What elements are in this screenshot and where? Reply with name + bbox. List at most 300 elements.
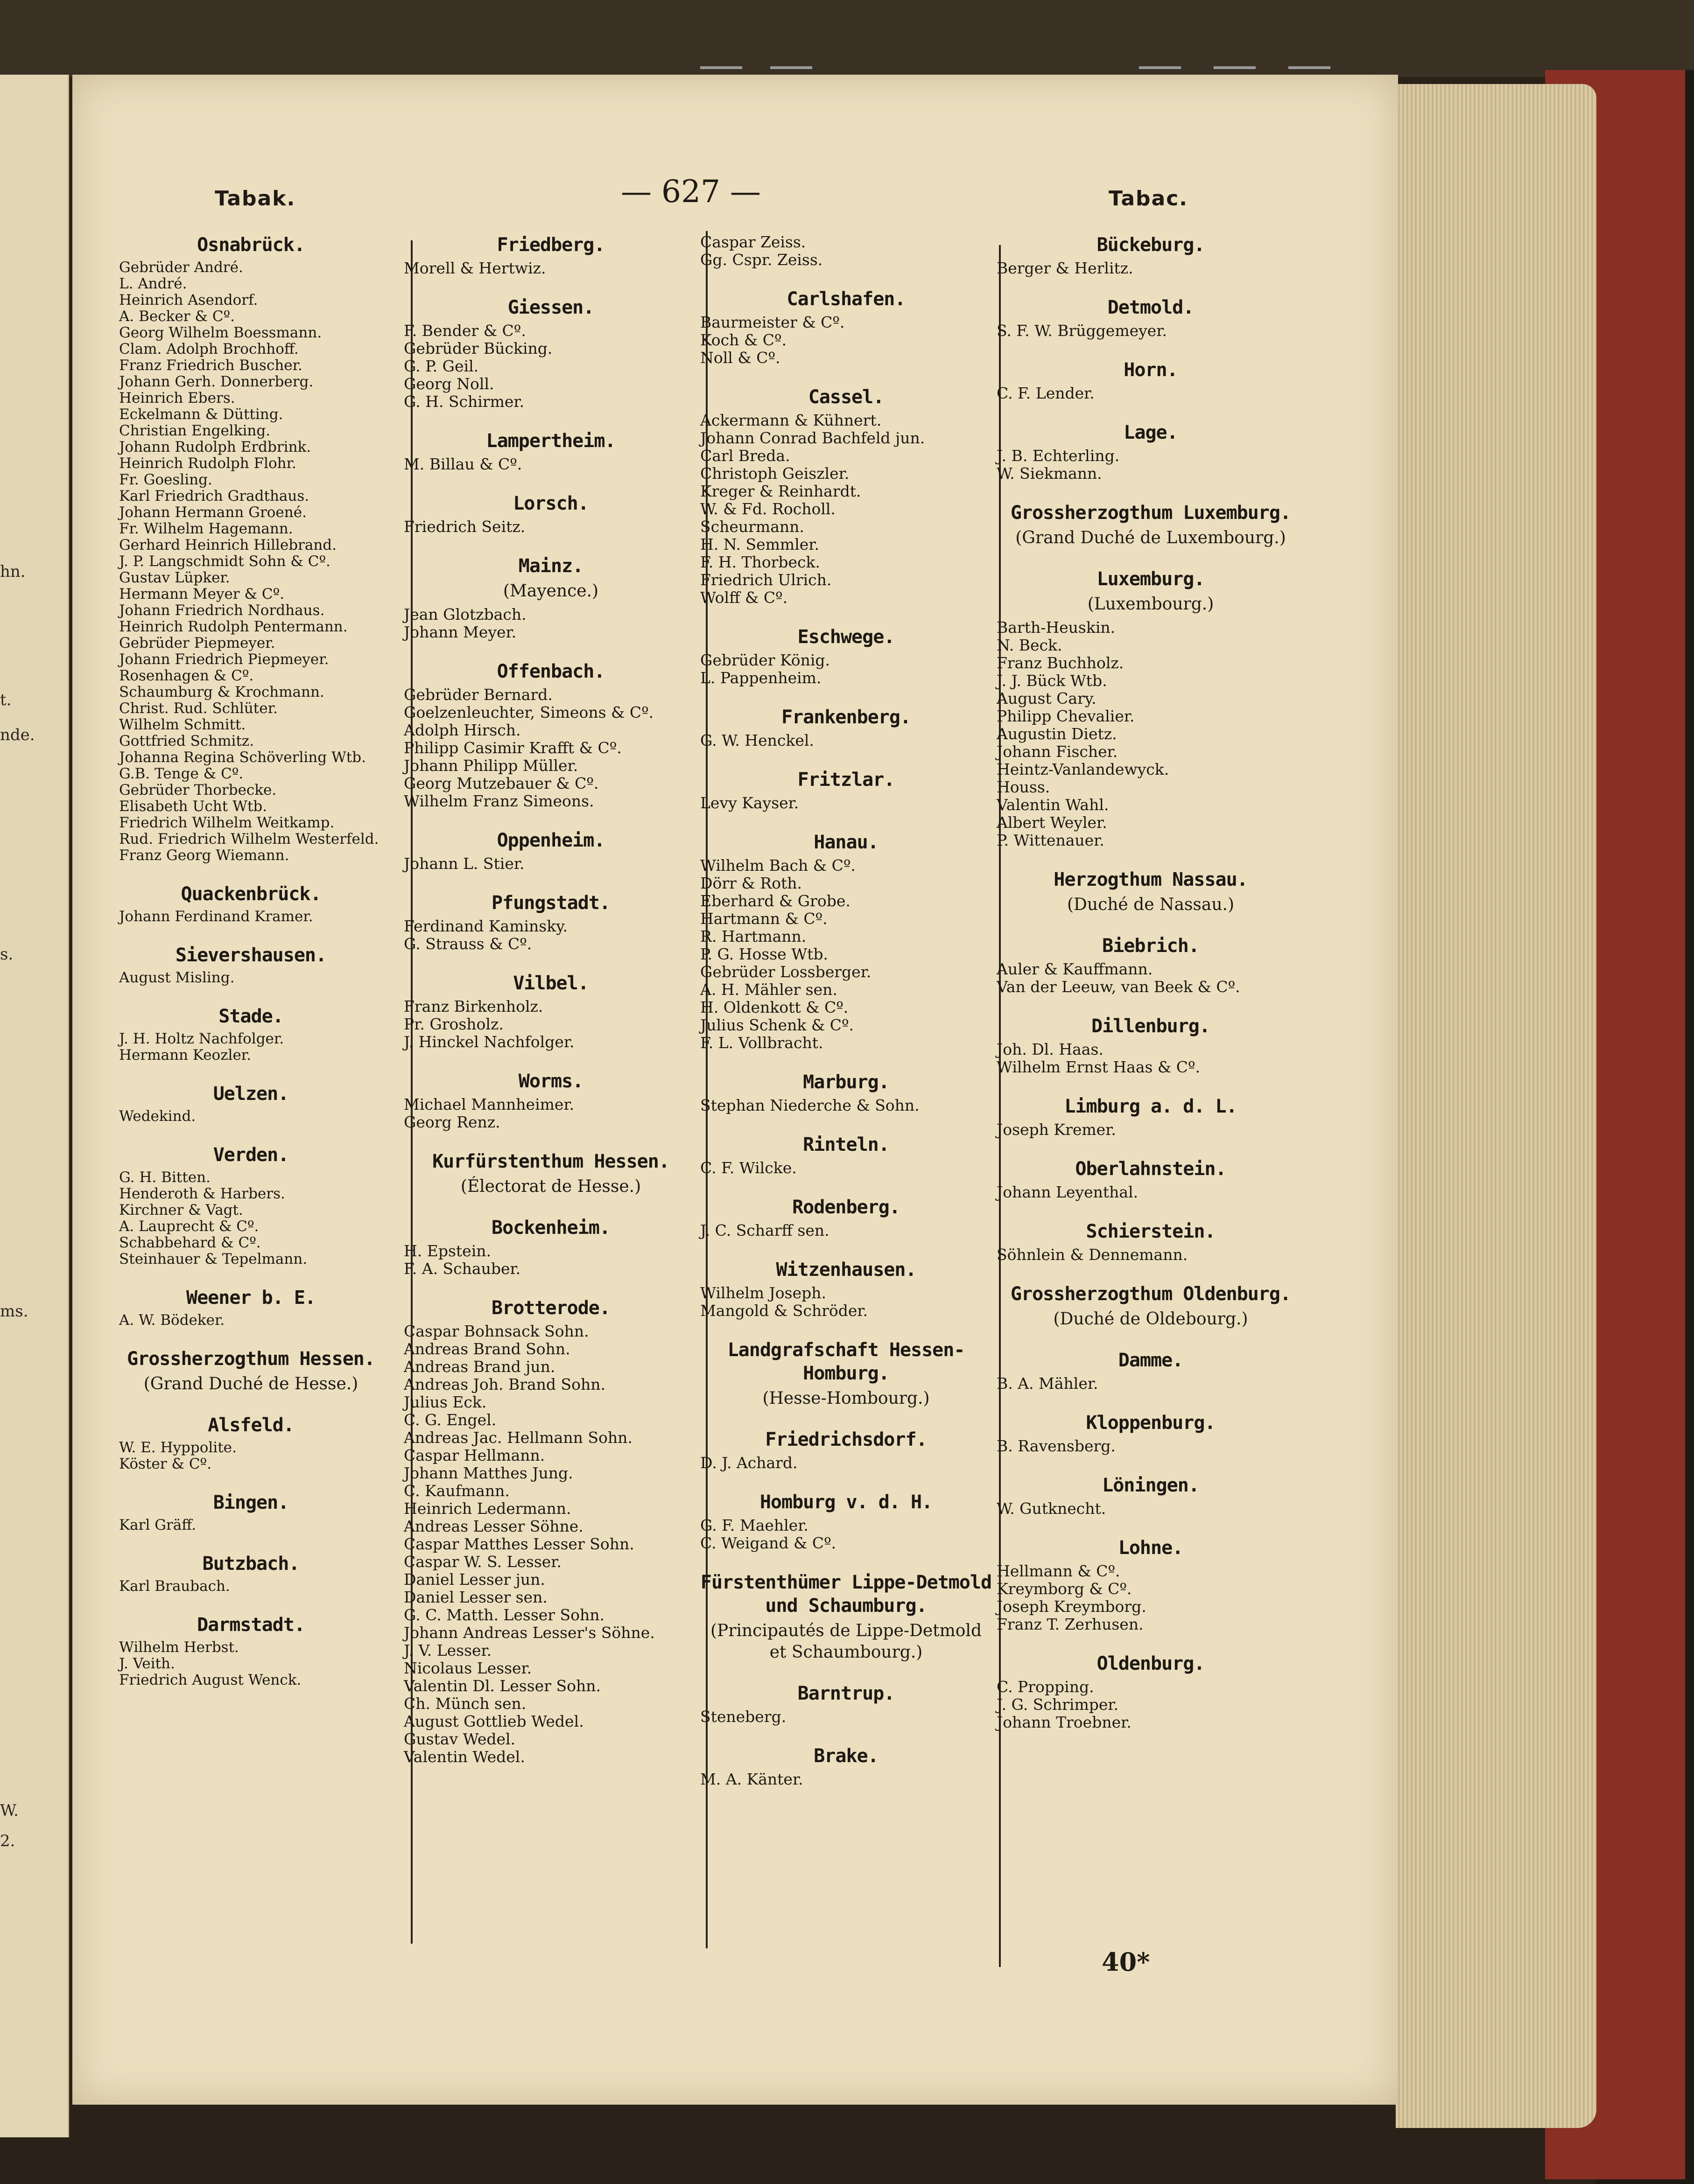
city-heading: Lampertheim. — [486, 430, 616, 452]
merchant-entry: Heinrich Ledermann. — [404, 1499, 571, 1518]
entry-list — [119, 970, 383, 986]
merchant-entry: A. Becker & Cº. — [119, 308, 235, 325]
city-heading: Friedrichsdorf. — [765, 1429, 927, 1450]
city-heading: Weener b. E. — [186, 1287, 316, 1309]
merchant-entry: Johann Matthes Jung. — [404, 1464, 573, 1482]
city-subheading: (Duché de Nassau.) — [1067, 895, 1235, 914]
left-fragment-text: hn. — [0, 562, 26, 581]
merchant-entry: Georg Renz. — [404, 1113, 500, 1131]
merchant-entry: Wilhelm Ernst Haas & Cº. — [997, 1058, 1201, 1076]
merchant-entry: August Misling. — [119, 969, 235, 986]
merchant-entry: Karl Braubach. — [119, 1578, 230, 1595]
city-heading: Darmstadt. — [197, 1614, 305, 1636]
entry-list — [404, 455, 698, 473]
merchant-entry: Johann Conrad Bachfeld jun. — [700, 429, 925, 447]
merchant-entry: H. Oldenkott & Cº. — [700, 998, 849, 1016]
merchant-entry: J. J. Bück Wtb. — [997, 672, 1107, 690]
city-heading: Frankenberg. — [781, 707, 911, 728]
merchant-entry: Levy Kayser. — [700, 794, 799, 812]
city-heading: Hanau. — [814, 832, 879, 853]
merchant-entry: Elisabeth Ucht Wtb. — [119, 798, 267, 815]
merchant-entry: G. Strauss & Cº. — [404, 935, 532, 953]
city-subheading: (Principautés de Lippe-Detmold et Schaumbourg.) — [710, 1621, 982, 1662]
merchant-entry: Johann Meyer. — [404, 623, 517, 641]
merchant-entry: Steinhauer & Tepelmann. — [119, 1251, 308, 1267]
city-heading: Rinteln. — [803, 1134, 889, 1155]
city-heading: Horn. — [1124, 359, 1178, 381]
entry-list — [700, 732, 992, 749]
city-heading: Oppenheim. — [497, 830, 605, 851]
entry-list — [119, 1169, 383, 1267]
merchant-entry: Schabbehard & Cº. — [119, 1234, 261, 1251]
merchant-entry: Caspar Matthes Lesser Sohn. — [404, 1535, 634, 1553]
city-heading: Eschwege. — [797, 626, 895, 648]
merchant-entry: G. P. Geil. — [404, 357, 479, 375]
city-heading: Bückeburg. — [1097, 234, 1205, 256]
merchant-entry: G. C. Matth. Lesser Sohn. — [404, 1606, 605, 1624]
city-heading: Biebrich. — [1102, 935, 1199, 957]
merchant-entry: Hermann Keozler. — [119, 1047, 252, 1064]
merchant-entry: Gustav Lüpker. — [119, 569, 230, 586]
entry-list — [997, 447, 1305, 483]
merchant-entry: J. C. Scharff sen. — [700, 1221, 829, 1239]
merchant-entry: Valentin Wahl. — [997, 796, 1109, 814]
left-fragment-text: t. — [0, 691, 12, 709]
merchant-entry: Johanna Regina Schöverling Wtb. — [119, 749, 366, 766]
merchant-entry: M. Billau & Cº. — [404, 455, 522, 473]
merchant-entry: Andreas Jac. Hellmann Sohn. — [404, 1428, 633, 1447]
merchant-entry: Andreas Brand jun. — [404, 1358, 555, 1376]
merchant-entry: Eckelmann & Dütting. — [119, 406, 283, 423]
merchant-entry: W. Gutknecht. — [997, 1499, 1106, 1518]
merchant-entry: Franz T. Zerhusen. — [997, 1615, 1144, 1633]
city-heading: Bockenheim. — [492, 1217, 610, 1239]
merchant-entry: J. Hinckel Nachfolger. — [404, 1033, 575, 1051]
entry-list — [700, 1517, 992, 1552]
merchant-entry: J. Veith. — [119, 1655, 175, 1672]
merchant-entry: Steneberg. — [700, 1708, 787, 1726]
merchant-entry: C. F. Lender. — [997, 384, 1095, 402]
merchant-entry: F. L. Vollbracht. — [700, 1034, 823, 1052]
left-fragment-text: 2. — [0, 1832, 15, 1850]
running-header-right: Tabac. — [1109, 187, 1188, 210]
city-heading: Marburg. — [803, 1071, 889, 1093]
merchant-entry: Daniel Lesser sen. — [404, 1588, 548, 1606]
entry-list — [997, 1375, 1305, 1393]
merchant-entry: Andreas Lesser Söhne. — [404, 1517, 583, 1535]
merchant-entry: Karl Gräff. — [119, 1517, 197, 1533]
merchant-entry: Johann Leyenthal. — [997, 1183, 1139, 1201]
merchant-entry: F. A. Schauber. — [404, 1260, 521, 1278]
city-subheading: (Grand Duché de Hesse.) — [143, 1374, 358, 1393]
merchant-entry: Adolph Hirsch. — [404, 721, 521, 739]
merchant-entry: Gebrüder Lossberger. — [700, 963, 872, 981]
merchant-entry: Georg Noll. — [404, 375, 494, 393]
merchant-entry: R. Hartmann. — [700, 927, 807, 945]
entry-list — [404, 998, 698, 1051]
merchant-entry: Johann Troebner. — [997, 1713, 1132, 1731]
merchant-entry: Berger & Herlitz. — [997, 259, 1133, 277]
city-heading: Mainz. — [518, 555, 583, 577]
merchant-entry: H. Epstein. — [404, 1242, 491, 1260]
merchant-entry: Johann Fischer. — [997, 742, 1118, 761]
merchant-entry: G. F. Maehler. — [700, 1516, 808, 1534]
entry-list — [404, 322, 698, 411]
merchant-entry: Wilhelm Schmitt. — [119, 716, 246, 733]
merchant-entry: Gg. Cspr. Zeiss. — [700, 251, 823, 269]
merchant-entry: Georg Wilhelm Boessmann. — [119, 324, 322, 341]
entry-list — [997, 1437, 1305, 1455]
merchant-entry: Joh. Dl. Haas. — [997, 1040, 1104, 1058]
directory-column-1 — [119, 233, 383, 1688]
merchant-entry: Heinrich Asendorf. — [119, 292, 258, 308]
city-heading: Brotterode. — [492, 1297, 610, 1319]
entry-list — [404, 259, 698, 277]
merchant-entry: F. H. Thorbeck. — [700, 553, 821, 571]
merchant-entry: Georg Mutzebauer & Cº. — [404, 774, 599, 792]
city-heading: Pfungstadt. — [492, 892, 610, 914]
merchant-entry: Johann Philipp Müller. — [404, 756, 578, 775]
entry-list — [700, 1159, 992, 1177]
merchant-entry: Fr. Wilhelm Hagemann. — [119, 520, 293, 537]
merchant-entry: Friedrich August Wenck. — [119, 1672, 302, 1688]
city-heading: Sievershausen. — [175, 945, 327, 966]
left-fragment-text: W. — [0, 1801, 19, 1820]
merchant-entry: L. André. — [119, 275, 187, 292]
city-heading: Vilbel. — [513, 973, 589, 994]
merchant-entry: Stephan Niederche & Sohn. — [700, 1096, 920, 1114]
merchant-entry: G. H. Bitten. — [119, 1169, 211, 1186]
entry-list — [404, 855, 698, 873]
city-heading: Kloppenburg. — [1086, 1412, 1216, 1434]
city-heading: Lorsch. — [513, 493, 589, 514]
entry-list — [700, 412, 992, 607]
merchant-entry: C. G. Engel. — [404, 1411, 497, 1429]
merchant-entry: Joseph Kremer. — [997, 1120, 1116, 1139]
merchant-entry: Söhnlein & Dennemann. — [997, 1246, 1188, 1264]
merchant-entry: Joseph Kreymborg. — [997, 1597, 1146, 1616]
entry-list — [997, 1246, 1305, 1264]
merchant-entry: Johann L. Stier. — [404, 854, 525, 873]
entry-list — [404, 686, 698, 810]
merchant-entry: Gottfried Schmitz. — [119, 733, 254, 749]
entry-list — [700, 1454, 992, 1472]
page-edges-stack — [1396, 84, 1596, 2128]
merchant-entry: Eberhard & Grobe. — [700, 892, 851, 910]
city-heading: Worms. — [518, 1071, 583, 1092]
merchant-entry: H. N. Semmler. — [700, 535, 819, 553]
merchant-entry: M. A. Känter. — [700, 1770, 803, 1788]
merchant-entry: Baurmeister & Cº. — [700, 313, 845, 331]
city-heading: Offenbach. — [497, 661, 605, 682]
city-heading: Barntrup. — [797, 1683, 895, 1704]
merchant-entry: Heinrich Rudolph Pentermann. — [119, 618, 348, 635]
city-heading: Luxemburg. — [1097, 568, 1205, 590]
merchant-entry: Heintz-Vanlandewyck. — [997, 760, 1169, 778]
merchant-entry: Johann Ferdinand Kramer. — [119, 908, 313, 925]
merchant-entry: C. Propping. — [997, 1678, 1094, 1696]
city-heading: Landgrafschaft Hessen-Homburg. — [727, 1339, 965, 1384]
city-heading: Löningen. — [1102, 1475, 1199, 1496]
merchant-entry: S. F. W. Brüggemeyer. — [997, 322, 1167, 340]
merchant-entry: J. G. Schrimper. — [997, 1695, 1119, 1714]
entry-list — [404, 518, 698, 536]
city-heading: Damme. — [1118, 1350, 1183, 1371]
merchant-entry: Fr. Goesling. — [119, 471, 212, 488]
merchant-entry: Auler & Kauffmann. — [997, 960, 1153, 978]
merchant-entry: Johann Friedrich Nordhaus. — [119, 602, 325, 619]
city-heading: Kurfürstenthum Hessen. — [432, 1151, 669, 1172]
entry-list — [700, 651, 992, 687]
merchant-entry: P. G. Hosse Wtb. — [700, 945, 828, 963]
merchant-entry: W. E. Hyppolite. — [119, 1439, 237, 1456]
merchant-entry: Koch & Cº. — [700, 331, 787, 349]
merchant-entry: Gerhard Heinrich Hillebrand. — [119, 537, 337, 553]
merchant-entry: F. Bender & Cº. — [404, 322, 526, 340]
city-heading: Grossherzogthum Oldenburg. — [1010, 1283, 1291, 1305]
entry-list — [119, 259, 383, 864]
merchant-entry: Andreas Joh. Brand Sohn. — [404, 1375, 605, 1393]
merchant-entry: Carl Breda. — [700, 447, 790, 465]
city-subheading: (Hesse-Hombourg.) — [762, 1389, 930, 1408]
merchant-entry: Augustin Dietz. — [997, 725, 1117, 743]
scan-top-background — [0, 0, 1694, 77]
city-heading: Stade. — [218, 1006, 283, 1027]
city-heading: Homburg v. d. H. — [759, 1491, 933, 1513]
city-heading: Herzogthum Nassau. — [1054, 869, 1248, 890]
merchant-entry: Hermann Meyer & Cº. — [119, 586, 285, 602]
merchant-entry: Heinrich Ebers. — [119, 390, 235, 406]
merchant-entry: Franz Georg Wiemann. — [119, 847, 289, 864]
merchant-entry: Gebrüder König. — [700, 651, 830, 669]
merchant-entry: Kirchner & Vagt. — [119, 1202, 243, 1218]
city-subheading: (Grand Duché de Luxembourg.) — [1015, 528, 1286, 547]
merchant-entry: Rud. Friedrich Wilhelm Westerfeld. — [119, 831, 379, 847]
merchant-entry: Gebrüder Bücking. — [404, 339, 553, 357]
merchant-entry: Gebrüder André. — [119, 259, 243, 276]
merchant-entry: Franz Birkenholz. — [404, 997, 543, 1015]
city-heading: Alsfeld. — [208, 1414, 294, 1436]
merchant-entry: Valentin Wedel. — [404, 1748, 525, 1766]
entry-list — [700, 233, 992, 269]
entry-list — [997, 619, 1305, 849]
directory-column-2 — [404, 233, 698, 1766]
merchant-entry: Gebrüder Piepmeyer. — [119, 635, 275, 651]
merchant-entry: G. W. Henckel. — [700, 731, 814, 749]
city-heading: Detmold. — [1107, 297, 1194, 318]
merchant-entry: Caspar Zeiss. — [700, 233, 806, 251]
merchant-entry: Caspar Hellmann. — [404, 1446, 545, 1464]
left-fragment-text: ms. — [0, 1302, 28, 1321]
city-subheading: (Électorat de Hesse.) — [460, 1177, 641, 1196]
merchant-entry: Wilhelm Joseph. — [700, 1284, 826, 1302]
city-heading: Quackenbrück. — [181, 883, 321, 905]
merchant-entry: Hellmann & Cº. — [997, 1562, 1120, 1580]
merchant-entry: C. Weigand & Cº. — [700, 1534, 836, 1552]
city-heading: Witzenhausen. — [776, 1259, 916, 1281]
left-fragment-text: nde. — [0, 726, 35, 744]
entry-list — [700, 1097, 992, 1114]
entry-list — [700, 794, 992, 812]
merchant-entry: J. H. Holtz Nachfolger. — [119, 1030, 284, 1047]
entry-list — [119, 1639, 383, 1688]
city-heading: Fürstenthümer Lippe-Detmold und Schaumburg. — [700, 1572, 992, 1617]
merchant-entry: Gebrüder Bernard. — [404, 686, 553, 704]
merchant-entry: Gebrüder Thorbecke. — [119, 782, 277, 798]
merchant-entry: Jean Glotzbach. — [404, 605, 527, 623]
merchant-entry: L. Pappenheim. — [700, 669, 822, 687]
entry-list — [119, 1031, 383, 1064]
scan-dash — [1214, 66, 1256, 69]
merchant-entry: Caspar W. S. Lesser. — [404, 1553, 562, 1571]
merchant-entry: A. W. Bödeker. — [119, 1312, 225, 1329]
merchant-entry: Philipp Chevalier. — [997, 707, 1135, 725]
entry-list — [997, 1500, 1305, 1518]
entry-list — [404, 1242, 698, 1278]
entry-list — [997, 1183, 1305, 1201]
entry-list — [997, 1121, 1305, 1139]
city-heading: Osnabrück. — [197, 234, 305, 256]
merchant-entry: Morell & Hertwiz. — [404, 259, 546, 277]
entry-list — [997, 259, 1305, 277]
entry-list — [404, 917, 698, 953]
city-heading: Schierstein. — [1086, 1221, 1216, 1242]
city-heading: Oldenburg. — [1097, 1653, 1205, 1674]
entry-list — [404, 1323, 698, 1766]
city-heading: Brake. — [814, 1745, 879, 1767]
merchant-entry: Karl Friedrich Gradthaus. — [119, 488, 309, 504]
merchant-entry: Andreas Brand Sohn. — [404, 1340, 570, 1358]
merchant-entry: Henderoth & Harbers. — [119, 1185, 285, 1202]
entry-list — [119, 1440, 383, 1472]
left-page-fragment — [0, 75, 69, 2137]
merchant-entry: August Cary. — [997, 689, 1097, 707]
merchant-entry: Daniel Lesser jun. — [404, 1570, 545, 1589]
merchant-entry: Nicolaus Lesser. — [404, 1659, 532, 1677]
city-heading: Uelzen. — [213, 1083, 289, 1105]
merchant-entry: Hartmann & Cº. — [700, 910, 828, 928]
merchant-entry: Ferdinand Kaminsky. — [404, 917, 568, 935]
merchant-entry: Johann Hermann Groené. — [119, 504, 307, 521]
merchant-entry: Franz Buchholz. — [997, 654, 1124, 672]
city-heading: Grossherzogthum Luxemburg. — [1010, 502, 1291, 524]
signature-mark: 40* — [1102, 1947, 1150, 1977]
city-heading: Dillenburg. — [1091, 1015, 1210, 1037]
city-heading: Bingen. — [213, 1492, 289, 1513]
entry-list — [997, 1041, 1305, 1076]
entry-list — [404, 1096, 698, 1131]
merchant-entry: Albert Weyler. — [997, 813, 1107, 832]
merchant-entry: Noll & Cº. — [700, 349, 780, 367]
merchant-entry: Christ. Rud. Schlüter. — [119, 700, 278, 717]
merchant-entry: A. Lauprecht & Cº. — [119, 1218, 259, 1235]
merchant-entry: J. P. Langschmidt Sohn & Cº. — [119, 553, 330, 570]
entry-list — [700, 1222, 992, 1239]
city-subheading: (Mayence.) — [503, 581, 599, 601]
merchant-entry: Friedrich Wilhelm Weitkamp. — [119, 814, 335, 831]
running-header-left: Tabak. — [215, 187, 296, 210]
merchant-entry: Van der Leeuw, van Beek & Cº. — [997, 978, 1240, 996]
merchant-entry: J. B. Echterling. — [997, 447, 1120, 465]
merchant-entry: Goelzenleuchter, Simeons & Cº. — [404, 703, 654, 721]
merchant-entry: Wilhelm Franz Simeons. — [404, 792, 594, 810]
merchant-entry: Friedrich Seitz. — [404, 518, 526, 536]
merchant-entry: Michael Mannheimer. — [404, 1095, 575, 1113]
merchant-entry: C. F. Wilcke. — [700, 1159, 797, 1177]
merchant-entry: Johann Andreas Lesser's Söhne. — [404, 1624, 655, 1642]
merchant-entry: Mangold & Schröder. — [700, 1302, 868, 1320]
entry-list — [700, 1284, 992, 1320]
merchant-entry: Rosenhagen & Cº. — [119, 667, 254, 684]
merchant-entry: Dörr & Roth. — [700, 874, 802, 892]
merchant-entry: Kreger & Reinhardt. — [700, 482, 861, 500]
merchant-entry: C. Kaufmann. — [404, 1482, 510, 1500]
merchant-entry: P. Wittenauer. — [997, 831, 1104, 849]
scan-dash — [700, 66, 742, 69]
page-number: — 627 — — [621, 174, 761, 210]
city-subheading: (Duché de Oldebourg.) — [1053, 1309, 1248, 1329]
merchant-entry: G.B. Tenge & Cº. — [119, 765, 244, 782]
entry-list — [119, 1312, 383, 1329]
merchant-entry: Schaumburg & Krochmann. — [119, 684, 324, 700]
merchant-entry: Wilhelm Bach & Cº. — [700, 856, 856, 875]
merchant-entry: Philipp Casimir Krafft & Cº. — [404, 739, 622, 757]
merchant-entry: Johann Rudolph Erdbrink. — [119, 439, 311, 455]
entry-list — [404, 606, 698, 641]
merchant-entry: W. & Fd. Rocholl. — [700, 500, 836, 518]
entry-list — [997, 960, 1305, 996]
city-heading: Fritzlar. — [797, 769, 895, 791]
directory-column-4 — [997, 233, 1305, 1731]
merchant-entry: B. Ravensberg. — [997, 1437, 1116, 1455]
entry-list — [700, 1708, 992, 1726]
merchant-entry: W. Siekmann. — [997, 464, 1102, 483]
scan-dash — [1139, 66, 1181, 69]
entry-list — [997, 1678, 1305, 1731]
merchant-entry: Köster & Cº. — [119, 1456, 211, 1472]
city-heading: Giessen. — [507, 297, 594, 318]
merchant-entry: Ackermann & Kühnert. — [700, 411, 882, 429]
merchant-entry: Julius Schenk & Cº. — [700, 1016, 854, 1034]
city-heading: Lohne. — [1118, 1537, 1183, 1559]
entry-list — [997, 1562, 1305, 1633]
merchant-entry: Heinrich Rudolph Flohr. — [119, 455, 296, 472]
merchant-entry: Wolff & Cº. — [700, 588, 788, 607]
merchant-entry: G. H. Schirmer. — [404, 392, 525, 411]
merchant-entry: Wilhelm Herbst. — [119, 1639, 239, 1656]
merchant-entry: D. J. Achard. — [700, 1454, 798, 1472]
merchant-entry: A. H. Mähler sen. — [700, 980, 837, 999]
merchant-entry: August Gottlieb Wedel. — [404, 1712, 584, 1730]
city-heading: Rodenberg. — [792, 1197, 900, 1218]
scan-dash — [770, 66, 812, 69]
merchant-entry: Friedrich Ulrich. — [700, 571, 832, 589]
scan-dash — [1288, 66, 1330, 69]
city-heading: Cassel. — [808, 386, 884, 408]
entry-list — [119, 909, 383, 925]
directory-column-3 — [700, 233, 992, 1788]
merchant-entry: Johann Friedrich Piepmeyer. — [119, 651, 329, 668]
merchant-entry: Houss. — [997, 778, 1050, 796]
entry-list — [119, 1578, 383, 1595]
merchant-entry: Christian Engelking. — [119, 422, 271, 439]
city-heading: Butzbach. — [202, 1553, 300, 1575]
entry-list — [700, 314, 992, 367]
city-heading: Oberlahnstein. — [1075, 1158, 1226, 1180]
city-heading: Limburg a. d. L. — [1064, 1096, 1237, 1117]
merchant-entry: Kreymborg & Cº. — [997, 1580, 1132, 1598]
left-fragment-text: s. — [0, 945, 14, 964]
